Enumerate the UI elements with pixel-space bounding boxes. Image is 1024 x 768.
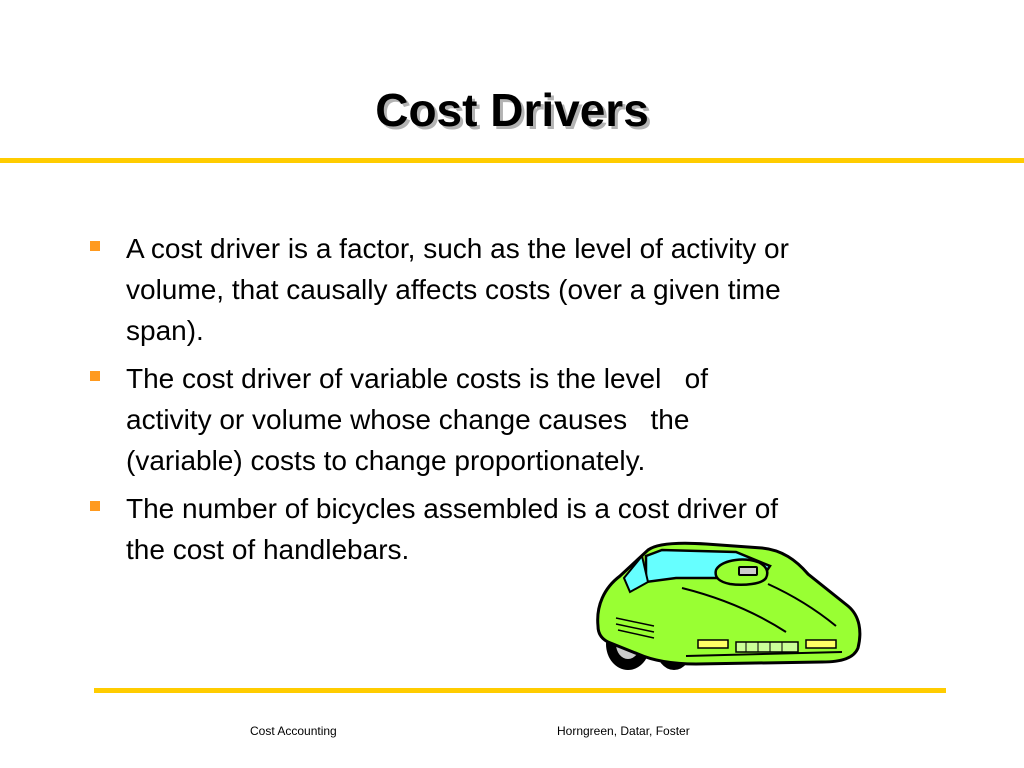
bullet-line: span). bbox=[126, 315, 204, 346]
footer-divider bbox=[94, 688, 946, 693]
slide-title: Cost Drivers bbox=[375, 84, 649, 136]
square-bullet-icon bbox=[90, 371, 100, 381]
bullet-line: volume, that causally affects costs (over a given time bbox=[126, 274, 781, 305]
bullet-line: The cost driver of variable costs is the level of bbox=[126, 363, 709, 394]
bullet-line: activity or volume whose change causes the bbox=[126, 404, 690, 435]
bullet-line: the cost of handlebars. bbox=[126, 534, 410, 565]
bullet-item bbox=[90, 358, 950, 481]
sports-car-icon bbox=[586, 536, 866, 676]
title-divider bbox=[0, 158, 1024, 163]
bullet-line: (variable) costs to change proportionately. bbox=[126, 445, 646, 476]
bullet-list bbox=[90, 228, 950, 577]
square-bullet-icon bbox=[90, 241, 100, 251]
bullet-line: A cost driver is a factor, such as the level of activity or bbox=[126, 233, 789, 264]
bullet-item bbox=[90, 228, 950, 351]
square-bullet-icon bbox=[90, 501, 100, 511]
footer-authors: Horngreen, Datar, Foster bbox=[557, 724, 690, 738]
bullet-line: The number of bicycles assembled is a cost driver of bbox=[126, 493, 779, 524]
footer-course: Cost Accounting bbox=[250, 724, 337, 738]
